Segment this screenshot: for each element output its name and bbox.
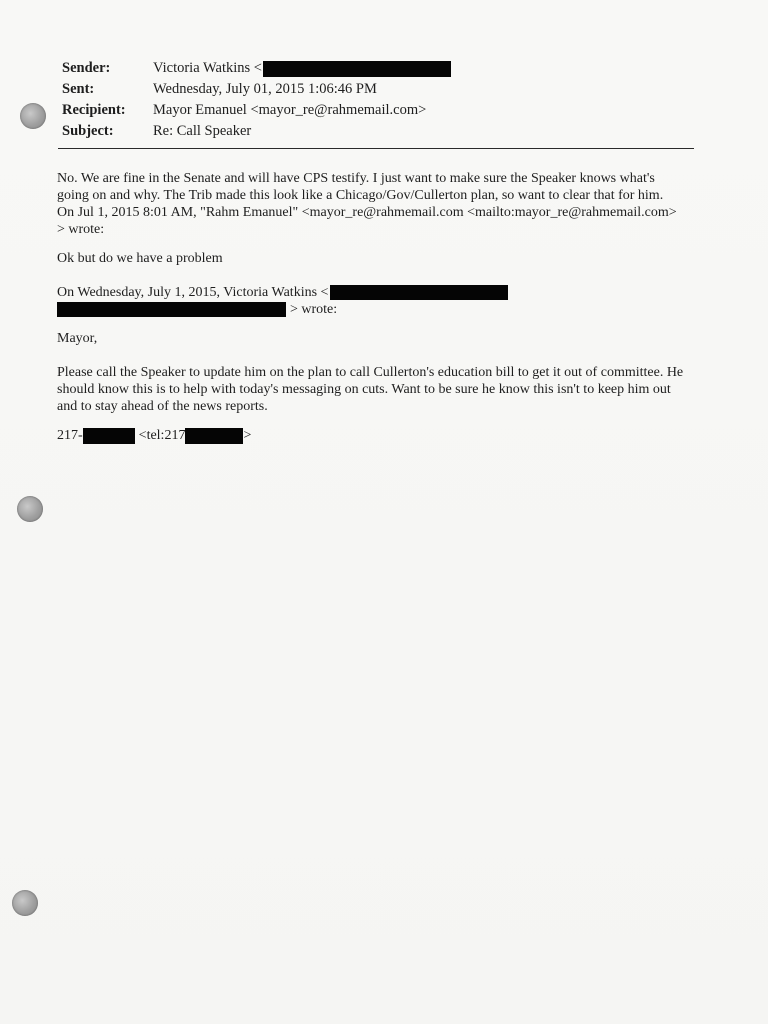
quote2-header-line-1: On Wednesday, July 1, 2015, Victoria Watkins < [57, 284, 697, 301]
email-header [62, 58, 702, 142]
para-line-1: Please call the Speaker to update him on the plan to call Cullerton's education bill to get it out of committee. He [57, 365, 684, 380]
quote2-header-line-2: > wrote: [57, 301, 697, 318]
subject-row [62, 121, 702, 142]
sent-value: Wednesday, July 01, 2015 1:06:46 PM [153, 81, 377, 97]
para-line-3: and to stay ahead of the news reports. [57, 399, 268, 414]
redaction-tel [185, 428, 243, 444]
reply-line-1: No. We are fine in the Senate and will have CPS testify. I just want to make sure the Speaker knows what's [57, 171, 655, 186]
punch-hole-top [20, 103, 46, 129]
redaction-watkins-email-a [330, 285, 508, 300]
para-line-2: should know this is to help with today's messaging on cuts. Want to be sure he know this isn't to keep him out [57, 382, 671, 397]
subject-label: Subject: [62, 123, 114, 139]
punch-hole-bottom [12, 890, 38, 916]
recipient-value: Mayor Emanuel <mayor_re@rahmemail.com> [153, 102, 427, 118]
sender-row [62, 58, 702, 79]
redaction-sender-email [263, 61, 451, 77]
sender-label: Sender: [62, 60, 111, 76]
recipient-label: Recipient: [62, 102, 126, 118]
phone-line: 217- <tel:217 > [57, 428, 252, 443]
sent-row [62, 79, 702, 100]
recipient-row [62, 100, 702, 121]
quote-header-line-2: > wrote: [57, 222, 105, 237]
reply-line-2: going on and why. The Trib made this look like a Chicago/Gov/Cullerton plan, so want to clear that for him. [57, 188, 664, 203]
punch-hole-middle [17, 496, 43, 522]
quote-header-line-1: On Jul 1, 2015 8:01 AM, "Rahm Emanuel" <mayor_re@rahmemail.com <mailto:mayor_re@rahmemail.com> [57, 205, 677, 220]
redaction-phone [83, 428, 135, 444]
subject-value: Re: Call Speaker [153, 123, 252, 139]
sender-value: Victoria Watkins < [153, 58, 451, 79]
email-body [57, 170, 697, 444]
header-divider [58, 148, 694, 149]
redaction-watkins-email-b [57, 302, 286, 317]
rahm-message: Ok but do we have a problem [57, 251, 223, 266]
sent-label: Sent: [62, 81, 95, 97]
salutation: Mayor, [57, 331, 98, 346]
